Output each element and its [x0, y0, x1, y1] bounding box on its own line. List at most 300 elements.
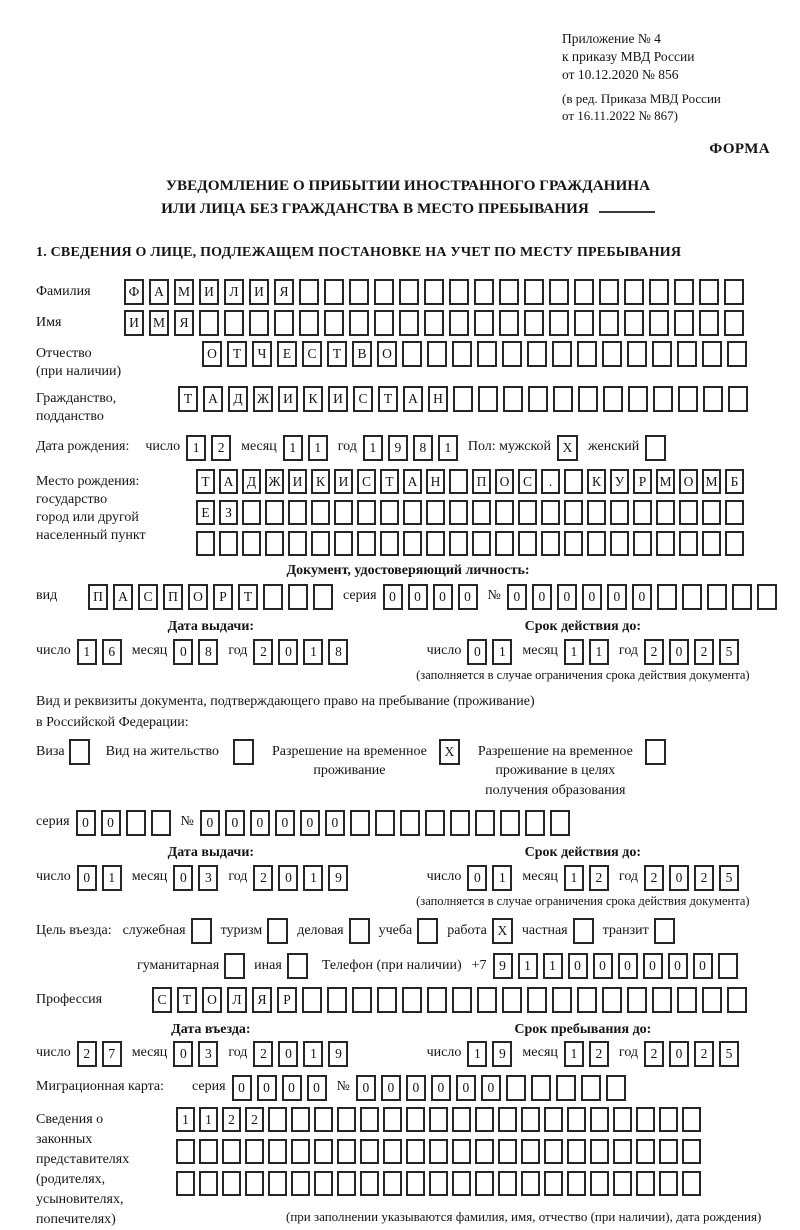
patronymic-field-cell-2: Т [227, 341, 247, 367]
doc-kind-field-cell-6: Р [213, 584, 233, 610]
profession-field-cell-17 [552, 987, 572, 1013]
phone-field-cell-10 [718, 953, 738, 979]
rightdoc-paragraph [36, 691, 780, 733]
profession-field-cell-11 [402, 987, 422, 1013]
phone-field-cell-1: 9 [493, 953, 513, 979]
birthplace-row1-cell-13: П [472, 469, 491, 494]
representatives-row3-cell-5 [268, 1171, 287, 1196]
phone-field-cell-9: 0 [693, 953, 713, 979]
representatives-row2-cell-10 [383, 1139, 402, 1164]
doc-kind-field-cell-9 [288, 584, 308, 610]
entry-year-cell-2: 0 [278, 1041, 298, 1067]
representatives-row3-cell-22 [659, 1171, 678, 1196]
permit-valid-year-cell-2: 0 [669, 865, 689, 891]
patronymic-field-cell-22 [727, 341, 747, 367]
permit-valid-day-label: число [426, 868, 462, 884]
edition-line1: (в ред. Приказа МВД России [562, 90, 721, 106]
doc-valid-year [644, 639, 739, 665]
profession-row [36, 987, 780, 1013]
representatives-row3-cell-10 [383, 1171, 402, 1196]
representatives-row2-cell-3 [222, 1139, 241, 1164]
birth-year-field [363, 435, 458, 461]
visa-box [69, 739, 90, 765]
doc-kind-field-cell-2: А [113, 584, 133, 610]
birth-year-field-cell-2: 9 [388, 435, 408, 461]
birthplace-row1-cell-20: Р [633, 469, 652, 494]
birthplace-row2-cell-10 [403, 500, 422, 525]
migcard-series-field-cell-1: 0 [232, 1075, 252, 1101]
edition-reference [562, 90, 780, 125]
representatives-row2-cell-17 [544, 1139, 563, 1164]
birthplace-label: Место рождения: государство город или другой населенный пункт [36, 473, 146, 544]
profession-field-cell-1: С [152, 987, 172, 1013]
permit-number-field-cell-14 [525, 810, 545, 836]
surname-field-cell-24 [699, 279, 719, 305]
appendix-line3: от 10.12.2020 № 856 [562, 67, 679, 83]
migcard-series-field-cell-2: 0 [257, 1075, 277, 1101]
permit-valid-col [386, 844, 780, 909]
permit-issue-head: Дата выдачи: [167, 845, 255, 861]
doc-series-field-cell-4: 0 [458, 584, 478, 610]
surname-field-cell-3: М [174, 279, 194, 305]
entry-date-head: Дата въезда: [171, 1021, 251, 1037]
doc-issue-day-cell-1: 1 [77, 639, 97, 665]
purpose-option-box [287, 953, 308, 979]
citizenship-field-cell-9: Т [378, 386, 398, 412]
representatives-row1-cell-6 [291, 1107, 310, 1132]
birthplace-row1-cell-24: Б [725, 469, 744, 494]
doc-valid-month [564, 639, 609, 665]
permit-number-field-cell-12 [475, 810, 495, 836]
stay-month-cell-1: 1 [564, 1041, 584, 1067]
rvp-box: X [439, 739, 460, 765]
birth-month-field [283, 435, 328, 461]
patronymic-field-cell-17 [602, 341, 622, 367]
permit-type-row [36, 739, 780, 801]
profession-field-cell-20 [627, 987, 647, 1013]
name-field-cell-13 [424, 310, 444, 336]
birthplace-row2-cell-14 [495, 500, 514, 525]
profession-field-cell-23 [702, 987, 722, 1013]
sex-male-label: Пол: мужской [467, 438, 552, 454]
citizenship-field-cell-21 [678, 386, 698, 412]
patronymic-field-cell-6: Т [327, 341, 347, 367]
citizenship-field-cell-13 [478, 386, 498, 412]
representatives-row2-cell-15 [498, 1139, 517, 1164]
permit-series-row [36, 810, 780, 836]
birthplace-row1-cell-5: И [288, 469, 307, 494]
doc-kind-field [88, 584, 333, 610]
citizenship-field [178, 386, 748, 412]
stay-year-label: год [618, 1045, 639, 1061]
profession-field-cell-16 [527, 987, 547, 1013]
doc-valid-day [467, 639, 512, 665]
citizenship-field-cell-5: И [278, 386, 298, 412]
sex-female-label: женский [588, 438, 640, 454]
citizenship-field-cell-14 [503, 386, 523, 412]
permit-issue-month-cell-2: 3 [198, 865, 218, 891]
representatives-row3-cell-8 [337, 1171, 356, 1196]
name-row [36, 310, 780, 336]
birthplace-row2-cell-19 [610, 500, 629, 525]
name-field-cell-16 [499, 310, 519, 336]
migcard-number-field [356, 1075, 626, 1101]
birthplace-row1-cell-19: У [610, 469, 629, 494]
phone-field-cell-8: 0 [668, 953, 688, 979]
profession-field-cell-3: О [202, 987, 222, 1013]
birthplace-row1-cell-23: М [702, 469, 721, 494]
migcard-number-field-cell-7 [506, 1075, 526, 1101]
permit-issue-day-cell-2: 1 [102, 865, 122, 891]
birthplace-row3-cell-4 [265, 531, 284, 556]
citizenship-field-cell-16 [553, 386, 573, 412]
surname-field-cell-11 [374, 279, 394, 305]
doc-number-field-cell-6: 0 [632, 584, 652, 610]
doc-valid-year-cell-1: 2 [644, 639, 664, 665]
representatives-row3-cell-4 [245, 1171, 264, 1196]
citizenship-field-cell-3: Д [228, 386, 248, 412]
profession-field-cell-24 [727, 987, 747, 1013]
surname-field-cell-15 [474, 279, 494, 305]
profession-field-cell-12 [427, 987, 447, 1013]
representatives-row3 [176, 1171, 761, 1196]
permit-number-field-cell-13 [500, 810, 520, 836]
phone-field-cell-2: 1 [518, 953, 538, 979]
patronymic-field-cell-14 [527, 341, 547, 367]
birthplace-row2-cell-24 [725, 500, 744, 525]
surname-row [36, 279, 780, 305]
surname-field-cell-21 [624, 279, 644, 305]
migcard-label: Миграционная карта: [36, 1079, 165, 1095]
representatives-row3-cell-3 [222, 1171, 241, 1196]
stay-month [564, 1041, 609, 1067]
permit-valid-head: Срок действия до: [524, 845, 642, 861]
phone-label: Телефон (при наличии) [321, 957, 462, 973]
profession-field [152, 987, 747, 1013]
birthplace-row3-cell-11 [426, 531, 445, 556]
permit-valid-month-cell-1: 1 [564, 865, 584, 891]
surname-field-cell-9 [324, 279, 344, 305]
permit-issue-day-cell-1: 0 [77, 865, 97, 891]
birthplace-row3-cell-3 [242, 531, 261, 556]
birthplace-row2-cell-11 [426, 500, 445, 525]
citizenship-field-cell-17 [578, 386, 598, 412]
name-field-cell-21 [624, 310, 644, 336]
citizenship-field-cell-6: К [303, 386, 323, 412]
migcard-series-label: серия [192, 1079, 226, 1095]
name-field-cell-2: М [149, 310, 169, 336]
form-title-line2: ИЛИ ЛИЦА БЕЗ ГРАЖДАНСТВА В МЕСТО ПРЕБЫВАНИЯ [36, 197, 780, 221]
purpose-option-label: туризм [220, 922, 263, 938]
patronymic-field-cell-8: О [377, 341, 397, 367]
name-field-cell-11 [374, 310, 394, 336]
patronymic-field-cell-5: С [302, 341, 322, 367]
surname-field-cell-8 [299, 279, 319, 305]
birthplace-row1-cell-22: О [679, 469, 698, 494]
birthplace-row3-cell-2 [219, 531, 238, 556]
migcard-number-field-cell-2: 0 [381, 1075, 401, 1101]
birthplace-row1-cell-14: О [495, 469, 514, 494]
birthplace-row2-cell-5 [288, 500, 307, 525]
patronymic-field-cell-1: О [202, 341, 222, 367]
birthplace-row3-cell-16 [541, 531, 560, 556]
patronymic-field-cell-7: В [352, 341, 372, 367]
birthplace-row3-cell-12 [449, 531, 468, 556]
doc-number-field-cell-11 [757, 584, 777, 610]
residence-permit-option [106, 739, 254, 765]
profession-field-cell-21 [652, 987, 672, 1013]
profession-field-cell-13 [452, 987, 472, 1013]
iddoc-row [36, 584, 780, 610]
citizenship-field-cell-22 [703, 386, 723, 412]
doc-kind-field-cell-3: С [138, 584, 158, 610]
name-field-cell-4 [199, 310, 219, 336]
permit-number-field-cell-4: 0 [275, 810, 295, 836]
stay-year [644, 1041, 739, 1067]
citizenship-field-cell-10: А [403, 386, 423, 412]
purpose-option-box [349, 918, 370, 944]
permit-series-field-cell-3 [126, 810, 146, 836]
purpose-lead-label: Цель въезда: [36, 922, 112, 938]
doc-issue-month-cell-1: 0 [173, 639, 193, 665]
migcard-number-field-cell-11 [606, 1075, 626, 1101]
stay-until-head: Срок пребывания до: [514, 1021, 652, 1037]
stay-day-label: число [426, 1045, 462, 1061]
surname-field-cell-12 [399, 279, 419, 305]
name-field-cell-7 [274, 310, 294, 336]
migcard-number-field-cell-1: 0 [356, 1075, 376, 1101]
profession-field-cell-9 [352, 987, 372, 1013]
sex-male-box: X [557, 435, 578, 461]
rightdoc-line1: Вид и реквизиты документа, подтверждающего право на пребывание (проживание) [36, 693, 535, 709]
patronymic-field-cell-18 [627, 341, 647, 367]
representatives-row1-cell-17 [544, 1107, 563, 1132]
doc-issue-year-cell-2: 0 [278, 639, 298, 665]
purpose-option-label: частная [521, 922, 568, 938]
entry-date-col [36, 1021, 386, 1068]
birth-year-label: год [337, 438, 357, 454]
profession-field-cell-7 [302, 987, 322, 1013]
doc-valid-col [386, 618, 780, 683]
birthplace-row1-cell-6: К [311, 469, 330, 494]
permit-issue-fields [36, 865, 386, 891]
name-field-cell-3: Я [174, 310, 194, 336]
permit-valid-day-cell-2: 1 [492, 865, 512, 891]
representatives-row3-cell-13 [452, 1171, 471, 1196]
representatives-row1-cell-22 [659, 1107, 678, 1132]
permit-number-field [200, 810, 570, 836]
representatives-label: Сведения о законных представителях (родителях, усыновителях, попечителях) [36, 1112, 130, 1227]
migcard-number-field-cell-8 [531, 1075, 551, 1101]
name-field-cell-6 [249, 310, 269, 336]
birth-day-field-cell-2: 2 [211, 435, 231, 461]
doc-number-field-cell-1: 0 [507, 584, 527, 610]
representatives-row3-cell-1 [176, 1171, 195, 1196]
doc-valid-note: (заполняется в случае ограничения срока действия документа) [416, 667, 750, 682]
birthplace-row3 [196, 531, 744, 556]
patronymic-field-cell-15 [552, 341, 572, 367]
surname-field-cell-16 [499, 279, 519, 305]
purpose-option-box [224, 953, 245, 979]
permit-dates [36, 844, 780, 909]
permit-valid-year-cell-4: 5 [719, 865, 739, 891]
representatives-row1-cell-8 [337, 1107, 356, 1132]
citizenship-field-cell-8: С [353, 386, 373, 412]
representatives-row2-cell-23 [682, 1139, 701, 1164]
birthplace-row1-cell-9: Т [380, 469, 399, 494]
doc-kind-field-cell-8 [263, 584, 283, 610]
representatives-row1-cell-5 [268, 1107, 287, 1132]
representatives-row3-cell-6 [291, 1171, 310, 1196]
visa-option [36, 739, 90, 765]
birthplace-row3-cell-5 [288, 531, 307, 556]
surname-field-cell-1: Ф [124, 279, 144, 305]
doc-issue-day-label: число [36, 642, 71, 658]
stay-until-col [386, 1021, 780, 1068]
representatives-row2-cell-21 [636, 1139, 655, 1164]
citizenship-field-cell-2: А [203, 386, 223, 412]
birth-day-field [186, 435, 231, 461]
name-field-cell-18 [549, 310, 569, 336]
representatives-row1 [176, 1107, 761, 1132]
stay-until-fields [386, 1041, 780, 1067]
surname-label: Фамилия [36, 283, 91, 299]
purpose-option-box [654, 918, 675, 944]
birthplace-row3-cell-20 [633, 531, 652, 556]
representatives-row1-cell-4: 2 [245, 1107, 264, 1132]
purpose-option-label: учеба [378, 922, 413, 938]
doc-issue-month-label: месяц [131, 642, 168, 658]
patronymic-row [36, 341, 780, 381]
migcard-number-label: № [336, 1079, 350, 1095]
entry-year [253, 1041, 348, 1067]
birthplace-row1-cell-12 [449, 469, 468, 494]
representatives-row1-cell-10 [383, 1107, 402, 1132]
birth-year-field-cell-1: 1 [363, 435, 383, 461]
purpose-option-box [417, 918, 438, 944]
representatives-row1-cell-9 [360, 1107, 379, 1132]
doc-number-field-cell-7 [657, 584, 677, 610]
iddoc-heading: Документ, удостоверяющий личность: [286, 562, 530, 578]
representatives-row2 [176, 1139, 761, 1164]
migcard-series-field-cell-4: 0 [307, 1075, 327, 1101]
representatives-row2-cell-9 [360, 1139, 379, 1164]
doc-number-field-cell-5: 0 [607, 584, 627, 610]
name-field-cell-17 [524, 310, 544, 336]
doc-issue-head: Дата выдачи: [167, 619, 255, 635]
permit-issue-day [77, 865, 122, 891]
birthplace-row3-cell-1 [196, 531, 215, 556]
birthplace-row3-cell-7 [334, 531, 353, 556]
name-field-cell-14 [449, 310, 469, 336]
citizenship-field-cell-19 [628, 386, 648, 412]
birthplace-row3-cell-13 [472, 531, 491, 556]
patronymic-field-cell-16 [577, 341, 597, 367]
purpose-option-label: транзит [602, 922, 649, 938]
purpose-options2 [128, 953, 308, 979]
permit-valid-year-cell-3: 2 [694, 865, 714, 891]
birthplace-row1-cell-15: С [518, 469, 537, 494]
doc-issue-year-label: год [228, 642, 248, 658]
rvp-edu-option [478, 739, 666, 801]
purpose-row2 [128, 953, 780, 979]
name-field-cell-24 [699, 310, 719, 336]
doc-valid-year-cell-3: 2 [694, 639, 714, 665]
permit-series-field-cell-1: 0 [76, 810, 96, 836]
migcard-number-field-cell-9 [556, 1075, 576, 1101]
patronymic-field-cell-3: Ч [252, 341, 272, 367]
entry-month-cell-2: 3 [198, 1041, 218, 1067]
birthplace-row3-cell-8 [357, 531, 376, 556]
name-field-cell-25 [724, 310, 744, 336]
stay-year-cell-4: 5 [719, 1041, 739, 1067]
entry-date-fields [36, 1041, 386, 1067]
permit-number-field-cell-11 [450, 810, 470, 836]
birthplace-row2-cell-18 [587, 500, 606, 525]
birthdate-row [36, 435, 780, 461]
entry-day-cell-2: 7 [102, 1041, 122, 1067]
doc-issue-month-cell-2: 8 [198, 639, 218, 665]
migcard-number-field-cell-5: 0 [456, 1075, 476, 1101]
birthplace-row2-cell-22 [679, 500, 698, 525]
entry-month [173, 1041, 218, 1067]
appendix-line2: к приказу МВД России [562, 49, 695, 65]
title-blank-line [599, 199, 655, 213]
surname-field-cell-13 [424, 279, 444, 305]
birth-year-field-cell-4: 1 [438, 435, 458, 461]
migration-card-row [36, 1075, 780, 1101]
permit-number-field-cell-3: 0 [250, 810, 270, 836]
birthplace-row3-cell-24 [725, 531, 744, 556]
birthplace-row1-cell-11: Н [426, 469, 445, 494]
representatives-row1-cell-23 [682, 1107, 701, 1132]
entry-day-label: число [36, 1045, 71, 1061]
representatives-row1-cell-21 [636, 1107, 655, 1132]
birthplace-row2-cell-13 [472, 500, 491, 525]
birthplace-row3-cell-10 [403, 531, 422, 556]
doc-valid-day-cell-2: 1 [492, 639, 512, 665]
birthplace-row2-cell-8 [357, 500, 376, 525]
surname-field-cell-20 [599, 279, 619, 305]
name-field-cell-8 [299, 310, 319, 336]
patronymic-field-cell-10 [427, 341, 447, 367]
doc-series-label: серия [343, 588, 377, 604]
doc-kind-field-cell-1: П [88, 584, 108, 610]
permit-issue-month [173, 865, 218, 891]
doc-kind-label: вид [36, 588, 58, 604]
birthplace-row2-cell-1: Е [196, 500, 215, 525]
profession-field-cell-8 [327, 987, 347, 1013]
doc-number-label: № [487, 588, 501, 604]
permit-valid-fields [386, 865, 780, 891]
doc-number-field-cell-9 [707, 584, 727, 610]
citizenship-field-cell-12 [453, 386, 473, 412]
birthplace-row2-cell-3 [242, 500, 261, 525]
birthplace-row3-cell-17 [564, 531, 583, 556]
sex-female-box [645, 435, 666, 461]
permit-valid-note: (заполняется в случае ограничения срока действия документа) [416, 893, 750, 908]
representatives-row2-cell-11 [406, 1139, 425, 1164]
representatives-row2-cell-4 [245, 1139, 264, 1164]
purpose-option-label: деловая [297, 922, 344, 938]
residence-permit-label: Вид на жительство [105, 743, 219, 759]
citizenship-field-cell-4: Ж [253, 386, 273, 412]
representatives-row3-cell-19 [590, 1171, 609, 1196]
birthplace-row1-cell-18: К [587, 469, 606, 494]
permit-number-field-cell-6: 0 [325, 810, 345, 836]
doc-valid-day-cell-1: 0 [467, 639, 487, 665]
permit-series-label: серия [36, 814, 70, 830]
